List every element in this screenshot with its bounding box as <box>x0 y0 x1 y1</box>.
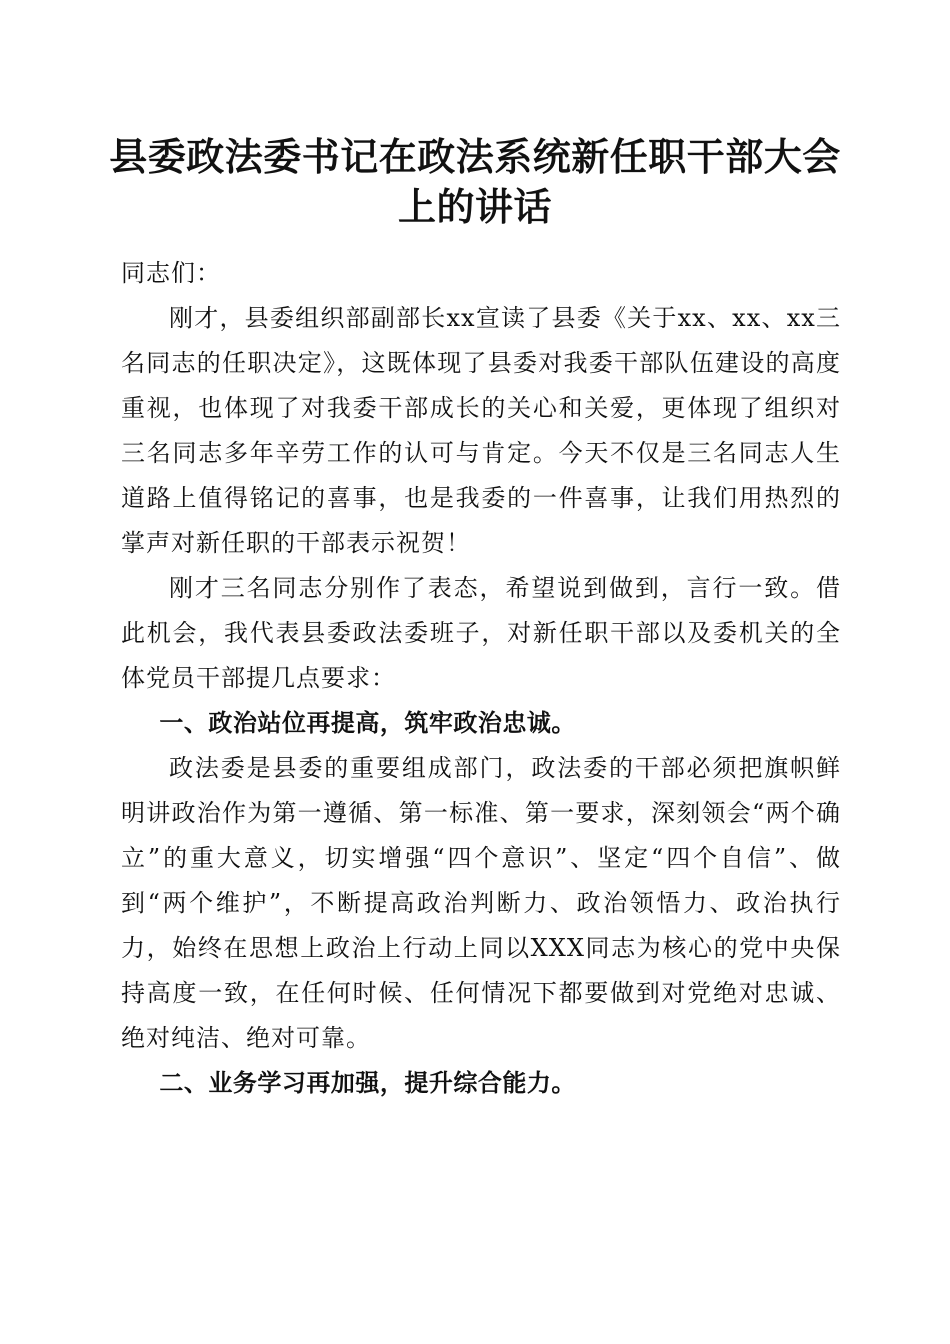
document-body <box>121 251 841 1106</box>
document-title: 县委政法委书记在政法系统新任职干部大会上的讲话 <box>109 134 841 229</box>
paragraph-opening: 刚才，县委组织部副部长xx宣读了县委《关于xx、xx、xx三名同志的任职决定》，这既体现了县委对我委干部队伍建设的高度重视，也体现了对我委干部成长的关心和关爱，更体现了组织对三名同志多年辛劳工作的认可与肯定。今天不仅是三名同志人生道路上值得铭记的喜事，也是我委的一件喜事，让我们用热烈的掌声对新任职的干部表示祝贺！ <box>121 304 841 557</box>
paragraph-requirements-intro: 刚才三名同志分别作了表态，希望说到做到，言行一致。借此机会，我代表县委政法委班子，对新任职干部以及委机关的全体党员干部提几点要求： <box>121 574 841 692</box>
section-heading-2: 二、业务学习再加强，提升综合能力。 <box>159 1069 576 1097</box>
salutation: 同志们： <box>121 259 221 287</box>
paragraph-political-loyalty: 政法委是县委的重要组成部门，政法委的干部必须把旗帜鲜明讲政治作为第一遵循、第一标准、第一要求，深刻领会“两个确立”的重大意义，切实增强“四个意识”、坚定“四个自信”、做到“两个维护”，不断提高政治判断力、政治领悟力、政治执行力，始终在思想上政治上行动上同以XXX同志为核心的党中央保持高度一致，在任何时候、任何情况下都要做到对党绝对忠诚、绝对纯洁、绝对可靠。 <box>121 754 841 1052</box>
section-heading-1: 一、政治站位再提高，筑牢政治忠诚。 <box>159 709 576 737</box>
